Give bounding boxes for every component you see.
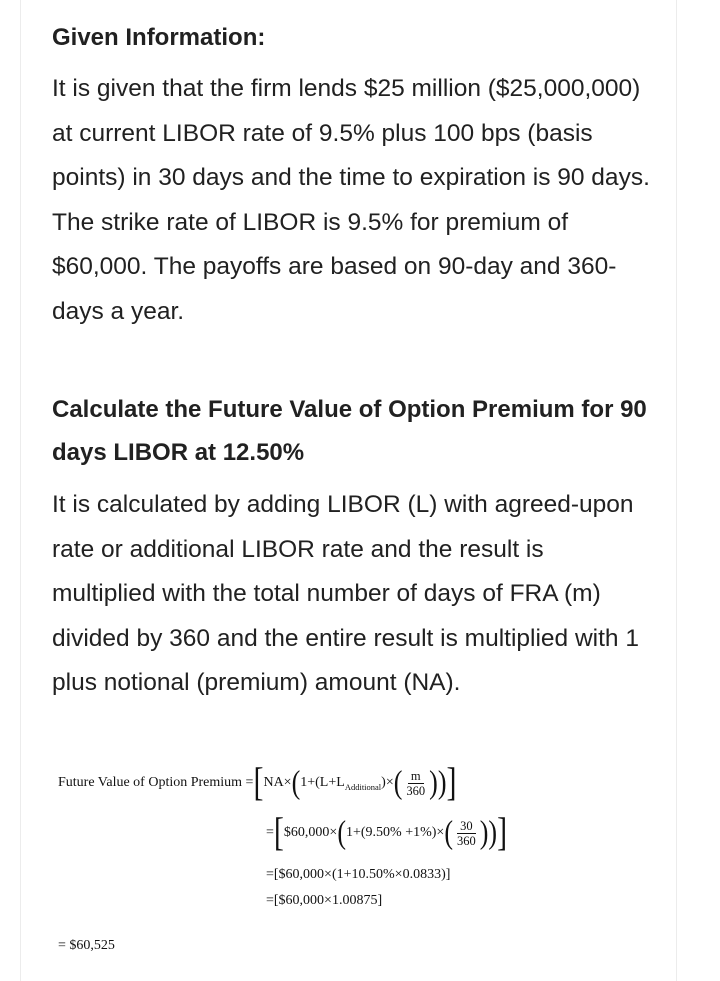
equation-line-4: =[$60,000×1.00875] <box>266 893 383 908</box>
fraction-30-over-360 <box>454 819 479 848</box>
fraction-numerator: m <box>408 769 424 784</box>
equation-line2-inner: 1+(9.50% +1%)× <box>345 825 445 840</box>
fraction-denominator: 360 <box>406 783 426 798</box>
open-paren-2: ( <box>337 814 346 851</box>
paragraph-given-information: It is given that the firm lends $25 million ($25,000,000) at current LIBOR rate of 9.5% plus 100 bps (basis points) in 30 days and the time to expiration is 90 days. The strike rate of LIBOR is 9.5% for premium of $60,000. The payoffs are based on 90-day and 360-days a year. <box>52 75 650 325</box>
equation-line-1 <box>58 762 457 804</box>
equation-line-2 <box>266 812 507 854</box>
equation-result: = $60,525 <box>58 938 115 953</box>
fraction-numerator-2: 30 <box>457 819 476 834</box>
close-paren-frac-2: ) <box>479 814 489 851</box>
equation-one-plus: 1+(L+L <box>300 775 345 790</box>
close-paren-2: ) <box>488 814 498 851</box>
open-paren-frac-2: ( <box>444 814 453 851</box>
equation-subscript: Additional <box>344 782 382 792</box>
equation-line-3: =[$60,000×(1+10.50%×0.0833)] <box>266 867 451 882</box>
open-paren: ( <box>291 764 301 801</box>
open-bracket-2: [ <box>273 810 284 855</box>
open-paren-frac: ( <box>393 764 403 801</box>
open-bracket: [ <box>253 760 264 805</box>
paragraph-calculation-explanation: It is calculated by adding LIBOR (L) with agreed-upon rate or additional LIBOR rate and the result is multiplied with the total number of days of FRA (m) divided by 360 and the entire result is multiplied with 1 plus notional (premium) amount (NA). <box>52 491 639 697</box>
fraction-denominator-2: 360 <box>457 833 476 848</box>
close-bracket: ] <box>446 760 457 805</box>
heading-calculate-future-value: Calculate the Future Value of Option Premium for 90 days LIBOR at 12.50% <box>52 396 647 466</box>
fraction-m-over-360 <box>403 769 428 798</box>
close-bracket-2: ] <box>497 810 508 855</box>
equation-lhs: Future Value of Option Premium = <box>58 775 254 790</box>
close-paren-frac: ) <box>429 764 438 801</box>
equation-line2-amount: $60,000× <box>283 825 338 840</box>
equation-close-times: )× <box>381 775 394 790</box>
equation-na: NA× <box>263 775 292 790</box>
heading-given-information: Given Information: <box>52 24 266 51</box>
close-paren: ) <box>437 764 447 801</box>
equation-line2-eq: = <box>266 825 274 840</box>
